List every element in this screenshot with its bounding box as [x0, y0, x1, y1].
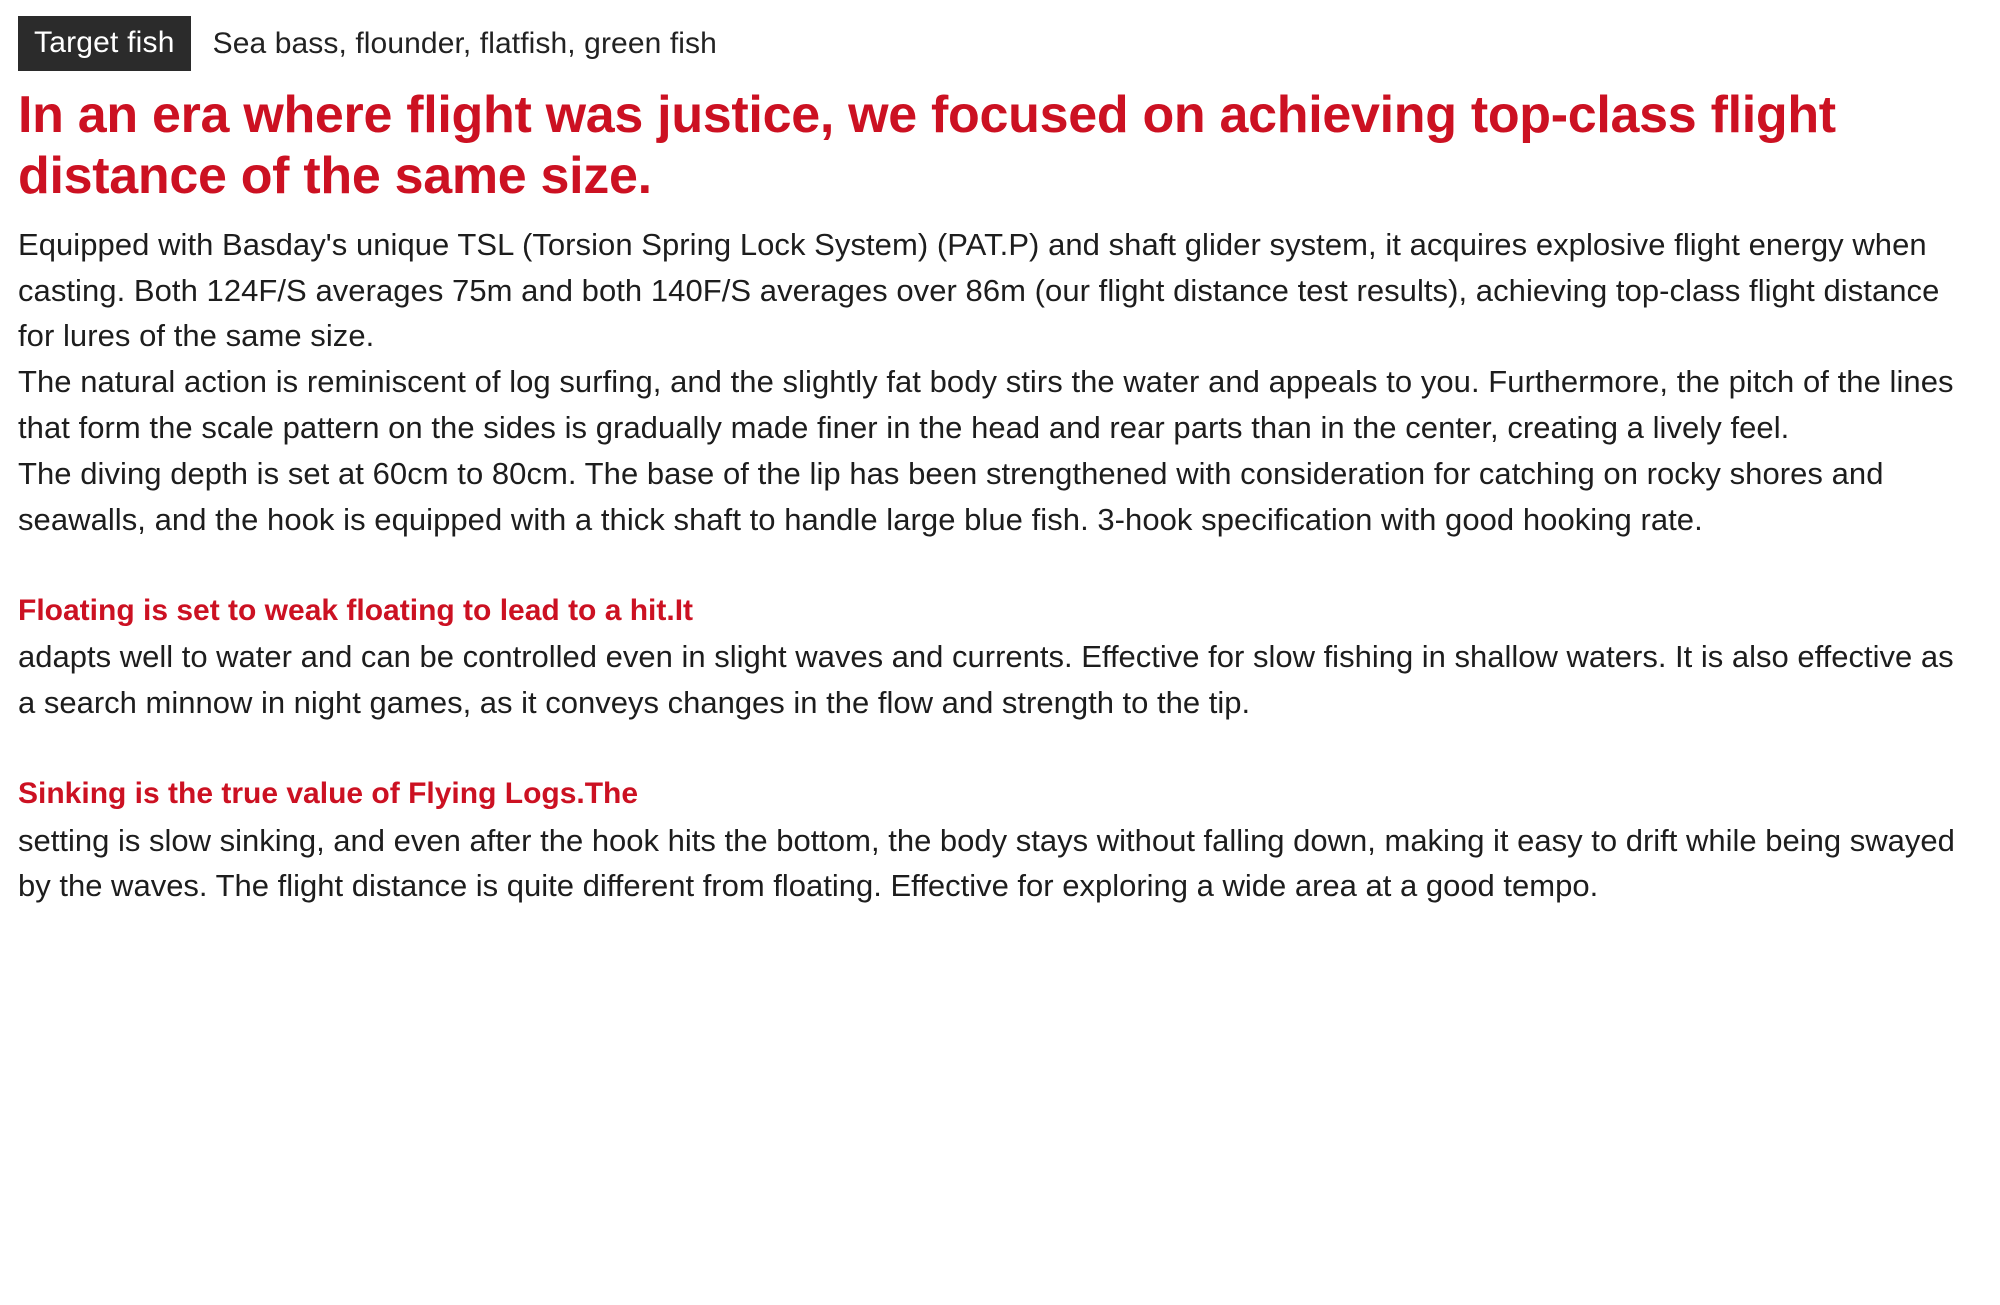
section-sinking	[18, 772, 1972, 909]
target-fish-value: Sea bass, flounder, flatfish, green fish	[212, 26, 717, 60]
section-spacer	[18, 543, 1972, 589]
page-title: In an era where flight was justice, we focused on achieving top-class flight distance of the same size.	[18, 86, 1836, 206]
section-spacer	[18, 726, 1972, 772]
paragraph: The diving depth is set at 60cm to 80cm. The base of the lip has been strengthened with consideration for catching on rocky shores and seawalls, and the hook is equipped with a thick shaft to handle large blue fish. 3-hook specification with good hooking rate.	[18, 456, 1884, 537]
section-body: setting is slow sinking, and even after the hook hits the bottom, the body stays without falling down, making it easy to drift while being swayed by the waves. The flight distance is quite different from floating. Effective for exploring a wide area at a good tempo.	[18, 822, 1955, 904]
description-body	[18, 222, 1972, 543]
paragraph: The natural action is reminiscent of log surfing, and the slightly fat body stirs the water and appeals to you. Furthermore, the pitch of the lines that form the scale pattern on the sides is gradually made finer in the head and rear parts than in the center, creating a lively feel.	[18, 364, 1954, 446]
paragraph: Equipped with Basday's unique TSL (Torsion Spring Lock System) (PAT.P) and shaft glider system, it acquires explosive flight energy when casting. Both 124F/S averages 75m and both 140F/S averages over 86m (our flight distance test results), achieving top-class flight distance for lures of the same size.	[18, 226, 1940, 354]
section-body: adapts well to water and can be controlled even in slight waves and currents. Effective for slow fishing in shallow waters. It is also effective as a search minnow in night games, as it conveys changes in the flow and strength to the tip.	[18, 639, 1954, 721]
target-fish-row	[18, 16, 1972, 71]
section-floating	[18, 589, 1972, 726]
section-heading: Floating is set to weak floating to lead to a hit.It	[18, 593, 694, 627]
target-fish-badge: Target fish	[18, 16, 191, 71]
section-heading: Sinking is the true value of Flying Logs.The	[18, 777, 639, 811]
